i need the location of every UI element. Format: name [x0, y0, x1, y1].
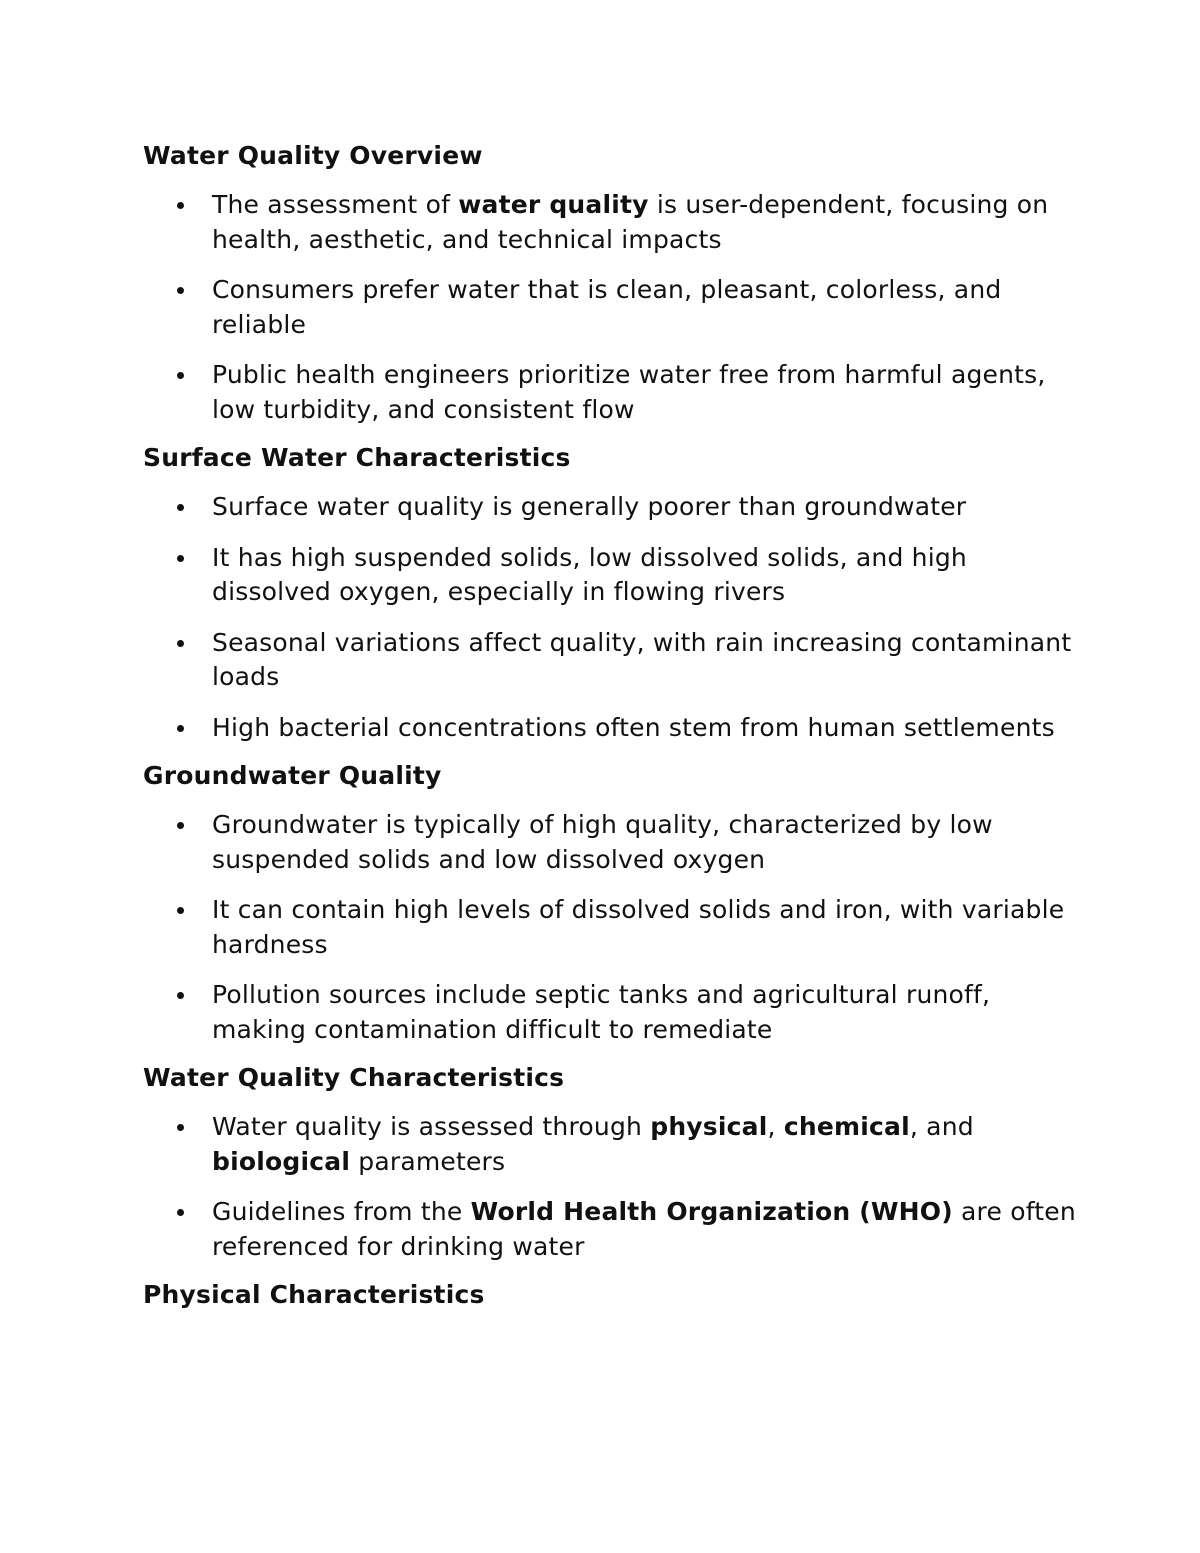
- bullet-item: [143, 893, 1083, 962]
- section-heading: Water Quality Overview: [143, 141, 483, 170]
- bold-text: water quality: [458, 190, 649, 219]
- section-groundwater-quality: [143, 758, 1083, 1047]
- text-run: The assessment of: [212, 190, 459, 219]
- bold-text: physical: [650, 1112, 768, 1141]
- bullet-list: [143, 808, 1083, 1047]
- bold-text: chemical: [783, 1112, 910, 1141]
- text-run: Consumers prefer water that is clean, pleasant, colorless, and reliable: [212, 275, 1002, 339]
- bullet-item: [143, 808, 1083, 877]
- text-run: Guidelines from the: [212, 1197, 471, 1226]
- text-run: Water quality is assessed through: [212, 1112, 651, 1141]
- bullet-list: [143, 188, 1083, 427]
- bullet-list: [143, 1110, 1083, 1264]
- bullet-list: [143, 490, 1083, 745]
- section-water-quality-characteristics: [143, 1060, 1083, 1264]
- bullet-item: [143, 1110, 1083, 1179]
- text-run: It has high suspended solids, low dissolved solids, and high dissolved oxygen, especially in flowing rivers: [212, 542, 967, 606]
- section-heading: Surface Water Characteristics: [143, 443, 571, 472]
- section-heading: Water Quality Characteristics: [143, 1063, 565, 1092]
- text-run: Seasonal variations affect quality, with rain increasing contaminant loads: [212, 627, 1072, 691]
- bold-text: World Health Organization (WHO): [470, 1197, 953, 1226]
- bullet-item: [143, 1195, 1083, 1264]
- text-run: ,: [767, 1112, 784, 1141]
- bullet-item: [143, 273, 1083, 342]
- section-water-quality-overview: [143, 138, 1083, 427]
- bullet-item: [143, 541, 1083, 610]
- section-physical-characteristics: [143, 1277, 1083, 1313]
- text-run: are often referenced for drinking water: [212, 1197, 1076, 1261]
- bullet-item: [143, 490, 1083, 525]
- section-heading: Physical Characteristics: [143, 1280, 485, 1309]
- bullet-item: [143, 711, 1083, 746]
- text-run: Groundwater is typically of high quality, characterized by low suspended solids and low dissolved oxygen: [212, 810, 993, 874]
- text-run: It can contain high levels of dissolved solids and iron, with variable hardness: [212, 895, 1065, 959]
- text-run: parameters: [350, 1146, 506, 1176]
- text-run: Public health engineers prioritize water free from harmful agents, low turbidity, and consistent flow: [212, 360, 1046, 424]
- text-run: Surface water quality is generally poorer than groundwater: [212, 492, 967, 521]
- bullet-item: [143, 978, 1083, 1047]
- text-run: Pollution sources include septic tanks and agricultural runoff, making contamination difficult to remediate: [212, 980, 991, 1044]
- bullet-item: [143, 626, 1083, 695]
- bullet-item: [143, 188, 1083, 257]
- text-run: is user-dependent, focusing on health, aesthetic, and technical impacts: [212, 190, 1049, 254]
- bold-text: biological: [212, 1146, 351, 1176]
- section-surface-water-characteristics: [143, 440, 1083, 745]
- bullet-item: [143, 358, 1083, 427]
- document-page: [143, 138, 1083, 1327]
- text-run: High bacterial concentrations often stem from human settlements: [212, 712, 1055, 742]
- text-run: , and: [909, 1112, 974, 1141]
- section-heading: Groundwater Quality: [143, 761, 442, 790]
